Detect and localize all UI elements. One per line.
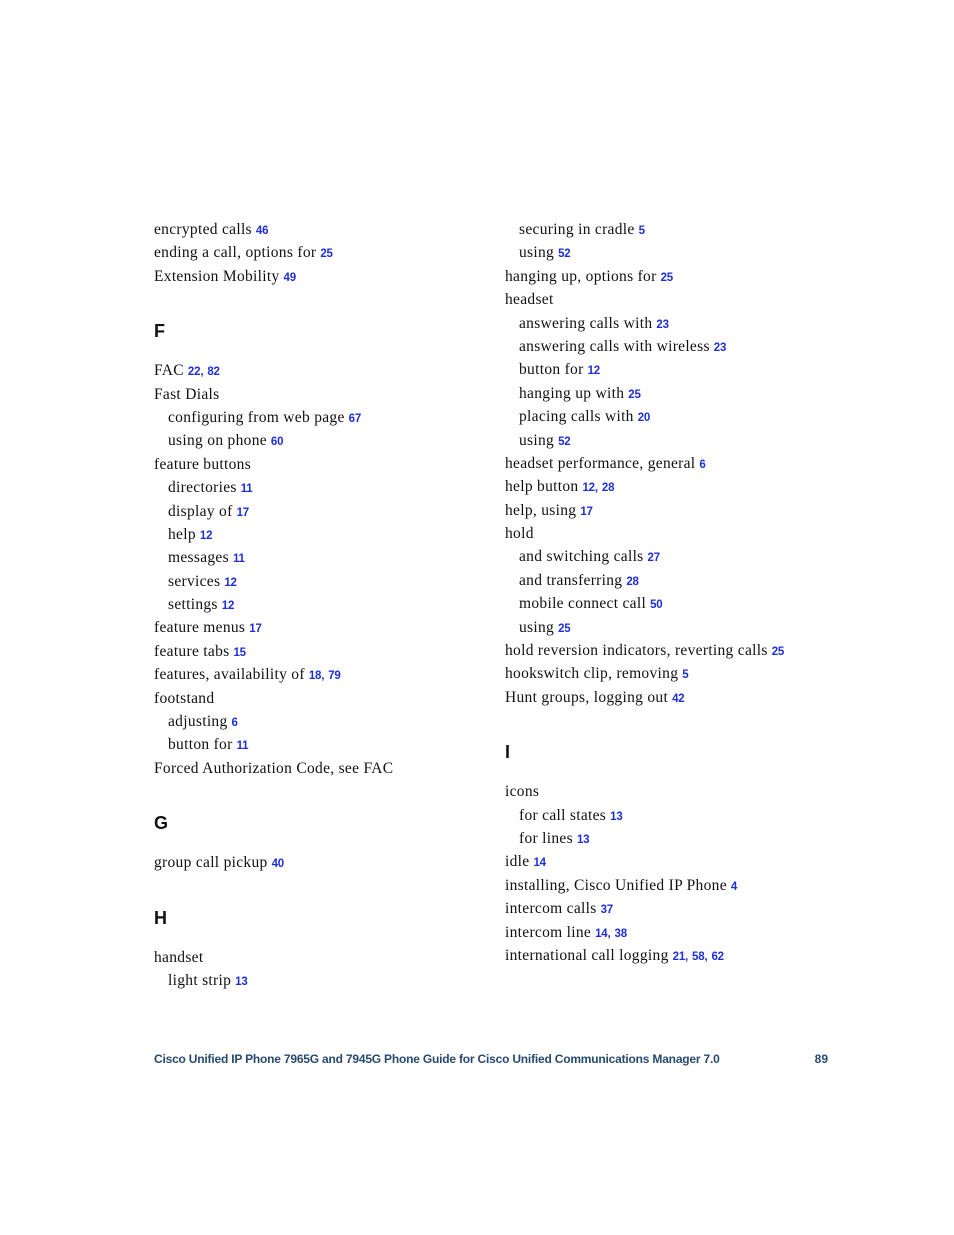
page-link[interactable]: 5 bbox=[638, 225, 645, 237]
page-references bbox=[672, 689, 684, 706]
page-link[interactable]: 13 bbox=[610, 810, 623, 823]
index-subentry bbox=[505, 218, 845, 241]
index-subentry bbox=[154, 500, 494, 523]
page-link[interactable]: 13 bbox=[576, 833, 590, 846]
index-term: feature tabs bbox=[154, 642, 230, 660]
index-term: securing in cradle bbox=[519, 221, 635, 238]
page-link[interactable]: 17 bbox=[236, 506, 249, 519]
index-term: help bbox=[168, 525, 196, 543]
index-term: footstand bbox=[154, 689, 215, 707]
page-link[interactable]: 67 bbox=[348, 412, 362, 425]
section-spacer bbox=[154, 875, 494, 906]
page-link[interactable]: 52 bbox=[558, 248, 571, 261]
index-term: features, availability of bbox=[154, 666, 305, 684]
index-entry bbox=[154, 663, 494, 686]
index-subentry bbox=[505, 804, 845, 827]
index-entry bbox=[505, 780, 845, 803]
page-references bbox=[661, 268, 673, 285]
page-references bbox=[271, 432, 283, 449]
index-subentry bbox=[154, 429, 494, 452]
index-term: settings bbox=[168, 596, 218, 614]
page-link[interactable]: 18 bbox=[308, 670, 322, 683]
index-term: Hunt groups, logging out bbox=[505, 688, 669, 706]
page-references bbox=[558, 432, 570, 449]
index-subentry bbox=[154, 406, 494, 429]
page-link[interactable]: 40 bbox=[271, 858, 284, 871]
page-separator: , bbox=[685, 950, 693, 963]
index-subentry bbox=[505, 569, 845, 592]
index-entry bbox=[154, 851, 494, 874]
section-letter: F bbox=[154, 321, 165, 342]
page-link[interactable]: 28 bbox=[601, 482, 615, 495]
index-term: messages bbox=[168, 549, 229, 567]
page-link[interactable]: 42 bbox=[672, 692, 685, 705]
page-link[interactable]: 49 bbox=[283, 271, 296, 284]
page-link[interactable]: 12 bbox=[582, 482, 595, 495]
page-link[interactable]: 17 bbox=[580, 505, 593, 518]
page-link[interactable]: 38 bbox=[614, 927, 627, 940]
index-term: using on phone bbox=[168, 432, 267, 450]
page-link[interactable]: 17 bbox=[249, 623, 262, 636]
index-term: FAC bbox=[154, 362, 184, 380]
index-term: intercom line bbox=[505, 923, 592, 941]
index-term: feature buttons bbox=[154, 455, 252, 473]
index-term: international call logging bbox=[505, 946, 669, 964]
index-subentry bbox=[505, 592, 845, 615]
index-term: headset performance, general bbox=[505, 454, 696, 472]
page-link[interactable]: 14 bbox=[533, 857, 546, 870]
section-spacer bbox=[505, 764, 845, 780]
index-entry bbox=[154, 687, 494, 710]
page-separator: , bbox=[321, 670, 329, 683]
index-subentry bbox=[154, 969, 494, 992]
page-references bbox=[272, 854, 284, 871]
page-references bbox=[256, 221, 268, 238]
page-references bbox=[595, 924, 627, 941]
page-link[interactable]: 62 bbox=[711, 950, 724, 963]
page-link[interactable]: 5 bbox=[682, 669, 689, 682]
index-entry bbox=[505, 522, 845, 545]
page-link[interactable]: 12 bbox=[221, 600, 235, 613]
page-link[interactable]: 23 bbox=[656, 318, 669, 331]
page-references bbox=[639, 221, 645, 238]
page-references bbox=[222, 596, 234, 613]
section-letter: I bbox=[505, 742, 511, 763]
index-subentry bbox=[505, 429, 845, 452]
index-term: mobile connect call bbox=[519, 595, 647, 613]
index-entry bbox=[505, 639, 845, 662]
index-term: directories bbox=[168, 479, 237, 497]
index-entry bbox=[505, 921, 845, 944]
section-spacer bbox=[154, 930, 494, 946]
page-link[interactable]: 14 bbox=[595, 927, 608, 940]
index-term: headset bbox=[505, 291, 554, 309]
index-term: icons bbox=[505, 783, 540, 801]
index-subentry bbox=[505, 827, 845, 850]
index-term: encrypted calls bbox=[154, 221, 252, 238]
page-references bbox=[626, 572, 638, 589]
page-link[interactable]: 28 bbox=[626, 575, 639, 588]
page-references bbox=[188, 362, 220, 379]
page-references bbox=[284, 268, 296, 285]
index-subentry bbox=[505, 358, 845, 381]
page-separator: , bbox=[704, 950, 712, 963]
index-entry bbox=[505, 897, 845, 920]
page-references bbox=[650, 595, 662, 612]
index-term: hanging up, options for bbox=[505, 267, 657, 285]
index-entry bbox=[505, 499, 845, 522]
page-references bbox=[309, 666, 341, 683]
index-subentry bbox=[505, 545, 845, 568]
page-link[interactable]: 25 bbox=[320, 248, 333, 261]
index-term: for lines bbox=[519, 829, 573, 847]
index-entry bbox=[505, 452, 845, 475]
index-subentry bbox=[154, 523, 494, 546]
page-references bbox=[731, 877, 737, 894]
page-references bbox=[772, 642, 784, 659]
index-subentry bbox=[154, 570, 494, 593]
index-entry bbox=[154, 265, 494, 288]
page-references bbox=[558, 244, 570, 261]
index-term: and transferring bbox=[519, 571, 623, 589]
index-subentry bbox=[505, 335, 845, 358]
page-link[interactable]: 46 bbox=[255, 225, 269, 237]
index-term: idle bbox=[505, 853, 530, 871]
page-link[interactable]: 25 bbox=[628, 388, 641, 401]
page-references bbox=[558, 619, 570, 636]
footer-title: Cisco Unified IP Phone 7965G and 7945G Phone Guide for Cisco Unified Communications Manager 7.0 bbox=[154, 1052, 720, 1066]
page-references bbox=[233, 549, 245, 566]
index-term: configuring from web page bbox=[168, 408, 345, 426]
index-entry bbox=[154, 640, 494, 663]
index-term: hanging up with bbox=[519, 384, 625, 402]
index-term: Forced Authorization Code, see FAC bbox=[154, 759, 394, 777]
page-link[interactable]: 58 bbox=[692, 950, 705, 963]
index-term: using bbox=[519, 618, 555, 636]
page-references bbox=[235, 972, 247, 989]
page-link[interactable]: 27 bbox=[647, 552, 660, 565]
index-subentry bbox=[505, 382, 845, 405]
index-entry bbox=[505, 944, 845, 967]
index-term: installing, Cisco Unified IP Phone bbox=[505, 876, 727, 894]
index-term: services bbox=[168, 572, 221, 590]
page-link[interactable]: 25 bbox=[558, 622, 571, 635]
section-spacer bbox=[154, 288, 494, 319]
page-link[interactable]: 37 bbox=[600, 904, 613, 917]
footer-page-number: 89 bbox=[814, 1052, 828, 1066]
page-link[interactable]: 11 bbox=[236, 740, 249, 753]
index-term: feature menus bbox=[154, 619, 246, 637]
index-subentry bbox=[154, 733, 494, 756]
index-entry bbox=[154, 757, 494, 780]
index-term: light strip bbox=[168, 971, 232, 989]
page-references bbox=[249, 619, 261, 636]
index-entry bbox=[154, 946, 494, 969]
page-references bbox=[233, 643, 245, 660]
page-references bbox=[673, 947, 724, 964]
index-term: answering calls with wireless bbox=[519, 337, 710, 355]
page-link[interactable]: 20 bbox=[637, 412, 651, 425]
index-entry bbox=[154, 383, 494, 406]
page-references bbox=[582, 478, 614, 495]
index-entry bbox=[505, 265, 845, 288]
section-spacer bbox=[154, 835, 494, 851]
page-references bbox=[580, 502, 592, 519]
index-subentry bbox=[505, 241, 845, 264]
index-term: adjusting bbox=[168, 713, 228, 731]
index-term: group call pickup bbox=[154, 854, 268, 872]
page-references bbox=[237, 736, 249, 753]
page-link[interactable]: 82 bbox=[207, 366, 220, 379]
index-term: placing calls with bbox=[519, 408, 634, 426]
page-separator: , bbox=[594, 482, 602, 495]
section-letter: H bbox=[154, 907, 167, 928]
page-references bbox=[533, 853, 545, 870]
page-references bbox=[601, 900, 613, 917]
page-references bbox=[349, 409, 361, 426]
index-entry bbox=[505, 475, 845, 498]
index-term: hold reversion indicators, reverting calls bbox=[505, 642, 768, 660]
section-spacer bbox=[505, 709, 845, 740]
page-link[interactable]: 15 bbox=[233, 646, 246, 659]
page-link[interactable]: 21 bbox=[672, 950, 686, 963]
page-link[interactable]: 23 bbox=[713, 341, 727, 354]
index-term: using bbox=[519, 431, 555, 449]
index-subentry bbox=[154, 710, 494, 733]
index-term: answering calls with bbox=[519, 314, 653, 332]
section-letter: G bbox=[154, 813, 169, 834]
page-references bbox=[237, 503, 249, 520]
page-link[interactable]: 4 bbox=[730, 880, 738, 893]
page-link[interactable]: 52 bbox=[558, 435, 571, 448]
index-term: ending a call, options for bbox=[154, 244, 317, 262]
index-term: hookswitch clip, removing bbox=[505, 665, 679, 683]
page-separator: , bbox=[200, 366, 208, 379]
index-term: display of bbox=[168, 502, 233, 520]
page-link[interactable]: 12 bbox=[224, 576, 237, 589]
index-term: help, using bbox=[505, 501, 577, 519]
index-term: help button bbox=[505, 478, 579, 496]
page-link[interactable]: 79 bbox=[328, 670, 341, 683]
index-column-left bbox=[154, 218, 494, 992]
page-references bbox=[588, 361, 600, 378]
page-separator: , bbox=[607, 927, 615, 940]
index-entry bbox=[505, 288, 845, 311]
page-link[interactable]: 13 bbox=[235, 975, 248, 988]
page-link[interactable]: 25 bbox=[771, 646, 785, 659]
page-references bbox=[638, 408, 650, 425]
page-link[interactable]: 22 bbox=[187, 366, 201, 379]
index-term: hold bbox=[505, 525, 534, 543]
index-subentry bbox=[505, 616, 845, 639]
index-entry bbox=[505, 874, 845, 897]
index-term: button for bbox=[168, 736, 233, 754]
page-references bbox=[628, 385, 640, 402]
page-references bbox=[610, 807, 622, 824]
page-references bbox=[682, 665, 688, 682]
page-references bbox=[648, 548, 660, 565]
index-entry bbox=[154, 453, 494, 476]
index-term: and switching calls bbox=[519, 548, 644, 566]
page-link[interactable]: 6 bbox=[699, 458, 706, 471]
page-references bbox=[320, 244, 332, 261]
page-link[interactable]: 50 bbox=[650, 599, 663, 612]
page-link[interactable]: 25 bbox=[660, 271, 673, 284]
page-references bbox=[241, 479, 253, 496]
section-spacer bbox=[154, 780, 494, 811]
page-link[interactable]: 12 bbox=[199, 529, 213, 542]
index-subentry bbox=[505, 405, 845, 428]
index-entry bbox=[154, 359, 494, 382]
index-subentry bbox=[505, 312, 845, 335]
page-link[interactable]: 11 bbox=[240, 483, 253, 496]
index-subentry bbox=[154, 546, 494, 569]
page-references bbox=[200, 526, 212, 543]
index-column-right bbox=[505, 218, 845, 967]
section-spacer bbox=[154, 343, 494, 359]
page-link[interactable]: 11 bbox=[232, 553, 245, 566]
page-references bbox=[577, 830, 589, 847]
index-subentry bbox=[154, 593, 494, 616]
index-term: Fast Dials bbox=[154, 385, 220, 403]
index-entry bbox=[154, 241, 494, 264]
page-link[interactable]: 12 bbox=[587, 365, 600, 378]
index-term: button for bbox=[519, 361, 584, 379]
index-subentry bbox=[154, 476, 494, 499]
index-term: for call states bbox=[519, 806, 607, 824]
page-link[interactable]: 60 bbox=[270, 436, 284, 449]
index-term: handset bbox=[154, 948, 204, 966]
index-entry bbox=[154, 616, 494, 639]
index-entry bbox=[505, 662, 845, 685]
page-link[interactable]: 6 bbox=[231, 717, 238, 730]
page-references bbox=[699, 455, 705, 472]
page-references bbox=[224, 573, 236, 590]
index-entry bbox=[505, 686, 845, 709]
page-references bbox=[232, 713, 238, 730]
index-entry bbox=[505, 850, 845, 873]
page-references bbox=[656, 315, 668, 332]
index-entry bbox=[154, 218, 494, 241]
index-term: Extension Mobility bbox=[154, 267, 280, 285]
index-term: intercom calls bbox=[505, 900, 597, 918]
index-term: using bbox=[519, 244, 555, 262]
page-references bbox=[714, 338, 726, 355]
